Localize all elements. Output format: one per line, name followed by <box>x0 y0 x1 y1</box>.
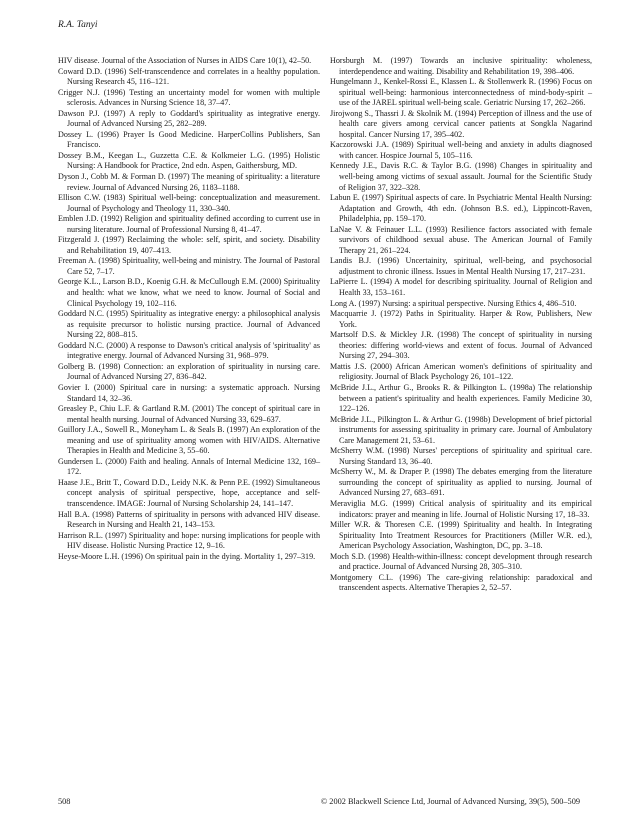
reference-entry: Dawson P.J. (1997) A reply to Goddard's spirituality as integrative energy. Journal of Advanced Nursing 25, 282–289. <box>58 108 320 129</box>
reference-entry: George K.L., Larson B.D., Koenig G.H. & McCullough E.M. (2000) Spirituality and health: what we know, what we need to know. Journal of Social and Clinical Psychology 19, 102–116. <box>58 277 320 308</box>
reference-entry: Kennedy J.E., Davis R.C. & Taylor B.G. (1998) Changes in spirituality and well-being among victims of sexual assault. Journal for the Scientific Study of Religion 37, 322–328. <box>330 161 592 192</box>
reference-entry: Jirojwong S., Thassri J. & Skolnik M. (1994) Perception of illness and the use of health care givers among cervical cancer patients at Songkla Nagarind hospital. Cancer Nursing 17, 395–402. <box>330 108 592 139</box>
reference-entry: HIV disease. Journal of the Association of Nurses in AIDS Care 10(1), 42–50. <box>58 56 312 65</box>
reference-entry: Martsolf D.S. & Mickley J.R. (1998) The concept of spirituality in nursing theories: differing world-views and extent of focus. Journal of Advanced Nursing 27, 294–303. <box>330 330 592 361</box>
reference-entry: Long A. (1997) Nursing: a spiritual perspective. Nursing Ethics 4, 486–510. <box>330 298 577 308</box>
reference-entry: Freeman A. (1998) Spirituality, well-being and ministry. The Journal of Pastoral Care 52, 7–17. <box>58 256 320 276</box>
reference-entry: McBride J.L., Arthur G., Brooks R. & Pilkington L. (1998a) The relationship between a patient's spirituality and health experiences. Family Medicine 30, 122–126. <box>330 382 592 414</box>
running-header: R.A. Tanyi <box>58 20 98 30</box>
reference-entry: LaPierre L. (1994) A model for describing spirituality. Journal of Religion and Health 33, 153–161. <box>330 277 592 298</box>
reference-entry: Moch S.D. (1998) Health-within-illness: concept development through research and practice. Journal of Advanced Nursing 28, 305–310. <box>330 551 592 572</box>
reference-entry: McBride J.L., Pilkington L. & Arthur G. (1998b) Development of brief pictorial instruments for assessing spirituality in primary care. Journal of Ambulatory Care Management 21, 53–61. <box>330 414 592 445</box>
reference-entry: Montgomery C.L. (1996) The care-giving relationship: paradoxical and transcendent aspects. Alternative Therapies 2, 52–57. <box>330 572 592 593</box>
reference-entry: Emblen J.D. (1992) Religion and spirituality defined according to current use in nursing literature. Journal of Professional Nursing 8, 41–47. <box>58 214 320 234</box>
reference-entry: Dyson J., Cobb M. & Forman D. (1997) The meaning of spirituality: a literature review. Journal of Advanced Nursing 26, 1183–1188. <box>58 172 320 192</box>
copyright-line: © 2002 Blackwell Science Ltd, Journal of Advanced Nursing, 39(5), 500–509 <box>320 797 580 806</box>
reference-entry: LaNae V. & Feinauer L.L. (1993) Resilience factors associated with female survivors of childhood sexual abuse. The American Journal of Family Therapy 21, 261–224. <box>330 224 592 255</box>
reference-entry: Dossey B.M., Keegan L., Guzzetta C.E. & Kolkmeier L.G. (1995) Holistic Nursing: A Handbook for Practice, 2nd edn. Aspen, Gaithersburg, MD. <box>58 150 320 171</box>
reference-entry: Fitzgerald J. (1997) Reclaiming the whole: self, spirit, and society. Disability and Rehabilitation 19, 407–413. <box>58 235 320 255</box>
reference-entry: Meraviglia M.G. (1999) Critical analysis of spirituality and its empirical indicators: prayer and meaning in life. Journal of Holistic Nursing 17, 18–33. <box>330 498 592 519</box>
reference-entry: Crigger N.J. (1996) Testing an uncertainty model for women with multiple sclerosis. Advances in Nursing Science 18, 37–47. <box>58 87 320 108</box>
page-number: 508 <box>58 797 71 806</box>
references-column-right <box>330 56 592 594</box>
reference-entry: Mattis J.S. (2000) African American women's definitions of spirituality and religiosity. Journal of Black Psychology 26, 101–122. <box>330 361 592 382</box>
reference-entry: McSherry W.M. (1998) Nurses' perceptions of spirituality and spiritual care. Nursing Standard 13, 36–40. <box>330 446 592 466</box>
reference-entry: Hall B.A. (1998) Patterns of spirituality in persons with advanced HIV disease. Research in Nursing and Health 21, 143–153. <box>58 509 320 530</box>
reference-entry: Goddard N.C. (1995) Spirituality as integrative energy: a philosophical analysis as requisite precursor to holistic nursing practice. Journal of Advanced Nursing 22, 808–815. <box>58 309 320 340</box>
references-column-left <box>58 56 320 562</box>
reference-entry: McSherry W., M. & Draper P. (1998) The debates emerging from the literature surrounding the concept of spirituality as applied to nursing. Journal of Advanced Nursing 27, 683–691. <box>330 467 592 498</box>
reference-entry: Landis B.J. (1996) Uncertainity, spiritual, well-being, and psychosocial adjustment to chronic illness. Issues in Mental Health Nursing 17, 217–231. <box>330 256 592 276</box>
reference-entry: Hungelmann J., Kenkel-Rossi E., Klassen L. & Stollenwerk R. (1996) Focus on spiritual well-being: harmonious interconnectedness of mind-body-spirit – use of the JAREL spiritual well-being scale. Geriatric Nursing 17, 262–266. <box>330 77 592 108</box>
reference-entry: Labun E. (1997) Spiritual aspects of care. In Psychiatric Mental Health Nursing: Adaptation and Growth, 4th edn. (Johnson B.S. ed.), Lippincott-Raven, Philadelphia, pp. 159–170. <box>330 193 592 224</box>
reference-entry: Greasley P., Chiu L.F. & Gartland R.M. (2001) The concept of spiritual care in mental health nursing. Journal of Advanced Nursing 33, 629–637. <box>58 404 320 424</box>
reference-entry: Golberg B. (1998) Connection: an exploration of spirituality in nursing care. Journal of Advanced Nursing 27, 836–842. <box>58 361 320 382</box>
reference-entry: Heyse-Moore L.H. (1996) On spiritual pain in the dying. Mortality 1, 297–319. <box>58 551 316 561</box>
reference-entry: Gundersen L. (2000) Faith and healing. Annals of Internal Medicine 132, 169–172. <box>58 456 320 477</box>
reference-entry: Harrison R.L. (1997) Spirituality and hope: nursing implications for people with HIV disease. Holistic Nursing Practice 12, 9–16. <box>58 530 320 551</box>
reference-entry: Coward D.D. (1996) Self-transcendence and correlates in a healthy population. Nursing Research 45, 116–121. <box>58 66 320 87</box>
reference-entry: Goddard N.C. (2000) A response to Dawson's critical analysis of 'spirituality' as integrative energy. Journal of Advanced Nursing 31, 968–979. <box>58 340 320 361</box>
reference-entry: Ellison C.W. (1983) Spiritual well-being: conceptualization and measurement. Journal of Psychology and Theology 11, 330–340. <box>58 193 320 213</box>
reference-entry: Macquarrie J. (1972) Paths in Spirituality. Harper & Row, Publishers, New York. <box>330 309 592 329</box>
reference-entry: Miller W.R. & Thoresen C.E. (1999) Spirituality and health. In Integrating Spirituality Into Treatment Resources for Practitioners (Miller W.R. ed.), American Psychology Association, Washington, DC, pp. 3–18. <box>330 520 592 551</box>
reference-entry: Guillory J.A., Sowell R., Moneyham L. & Seals B. (1997) An exploration of the meaning and use of spirituality among women with HIV/AIDS. Alternative Therapies in Health and Medicine 3, 55–60. <box>58 425 320 456</box>
reference-entry: Haase J.E., Britt T., Coward D.D., Leidy N.K. & Penn P.E. (1992) Simultaneous concept analysis of spiritual perspective, hope, acceptance and self-transcendence. IMAGE: Journal of Nursing Scholarship 24, 141–147. <box>58 477 320 508</box>
reference-entry: Kaczorowski J.A. (1989) Spiritual well-being and anxiety in adults diagnosed with cancer. Hospice Journal 5, 105–116. <box>330 140 592 160</box>
reference-entry: Horsburgh M. (1997) Towards an inclusive spirituality: wholeness, interdependence and waiting. Disability and Rehabilitation 19, 398–406. <box>330 56 592 76</box>
reference-entry: Govier I. (2000) Spiritual care in nursing: a systematic approach. Nursing Standard 14, 32–36. <box>58 382 320 403</box>
reference-entry: Dossey L. (1996) Prayer Is Good Medicine. HarperCollins Publishers, San Francisco. <box>58 129 320 150</box>
